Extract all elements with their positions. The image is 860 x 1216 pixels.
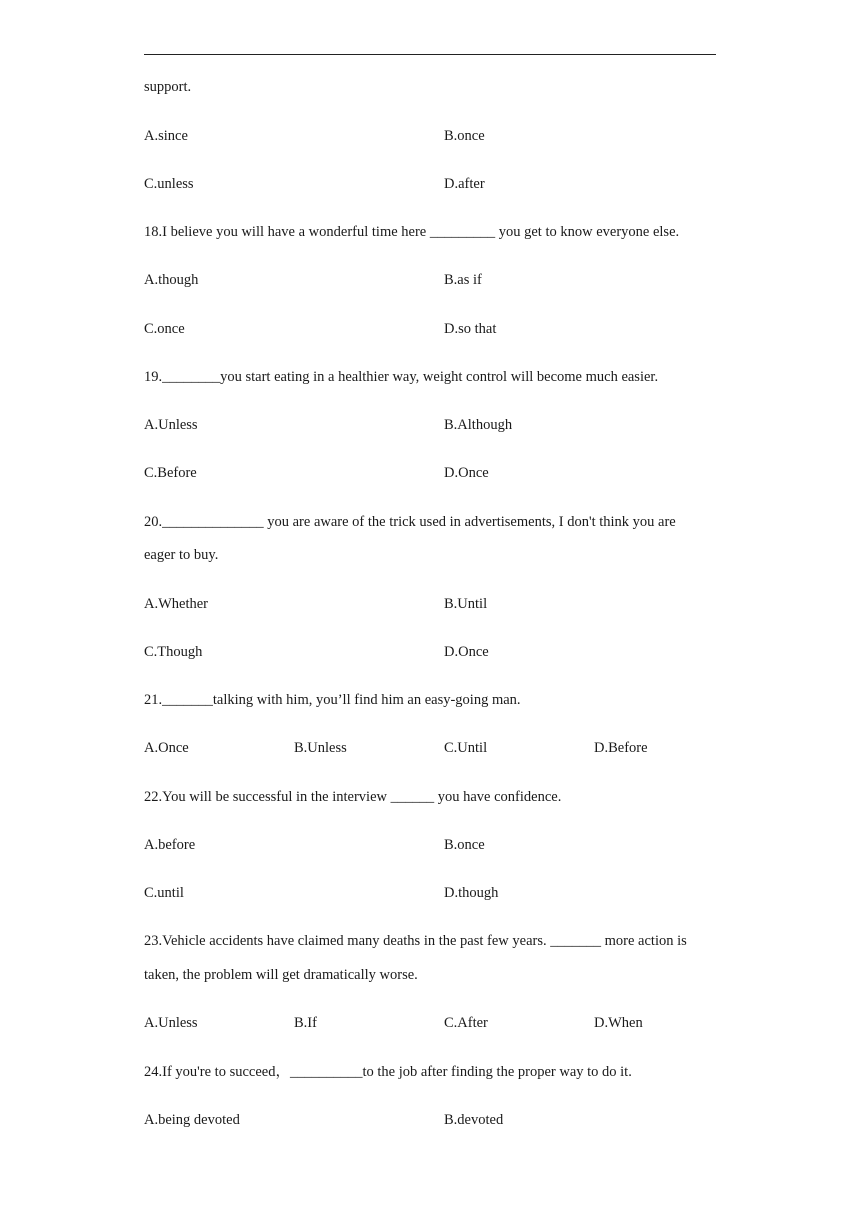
q19-option-a: A.Unless [144,417,198,433]
q20-stem-line2: eager to buy. [144,547,219,563]
q24-stem: 24.If you're to succeed，__________to the job after finding the proper way to do it. [144,1064,632,1080]
q17-option-b: B.once [444,128,485,144]
q18-option-d: D.so that [444,321,497,337]
q19-option-b: B.Although [444,417,513,433]
q21-option-c: C.Until [444,740,488,756]
q24-option-a: A.being devoted [144,1112,240,1128]
q23-stem-line2: taken, the problem will get dramatically worse. [144,967,418,983]
q17-option-c: C.unless [144,176,194,192]
q20-stem-line1: 20.______________ you are aware of the trick used in advertisements, I don't think you are [144,514,676,530]
q17-option-d: D.after [444,176,485,192]
q23-option-d: D.When [594,1015,643,1031]
header-rule [144,54,716,55]
q21-option-b: B.Unless [294,740,347,756]
q22-option-b: B.once [444,837,485,853]
q24-option-b: B.devoted [444,1112,504,1128]
q22-stem: 22.You will be successful in the interview ______ you have confidence. [144,789,562,805]
q18-stem: 18.I believe you will have a wonderful time here _________ you get to know everyone else. [144,224,680,240]
q20-option-d: D.Once [444,644,489,660]
q17-stem-continuation: support. [144,79,192,95]
q17-option-a: A.since [144,128,188,144]
q21-stem: 21._______talking with him, you’ll find him an easy-going man. [144,692,521,708]
q23-stem-line1: 23.Vehicle accidents have claimed many deaths in the past few years. _______ more action is [144,933,687,949]
q19-stem: 19.________you start eating in a healthier way, weight control will become much easier. [144,369,659,385]
q18-option-b: B.as if [444,272,482,288]
q18-option-a: A.though [144,272,199,288]
q23-option-a: A.Unless [144,1015,198,1031]
q22-option-c: C.until [144,885,184,901]
q22-option-d: D.though [444,885,499,901]
q20-option-c: C.Though [144,644,203,660]
q21-option-a: A.Once [144,740,189,756]
q20-option-b: B.Until [444,596,488,612]
q20-option-a: A.Whether [144,596,209,612]
q19-option-c: C.Before [144,465,197,481]
q22-option-a: A.before [144,837,196,853]
q23-option-b: B.If [294,1015,317,1031]
q23-option-c: C.After [444,1015,488,1031]
q18-option-c: C.once [144,321,185,337]
q21-option-d: D.Before [594,740,648,756]
q19-option-d: D.Once [444,465,489,481]
